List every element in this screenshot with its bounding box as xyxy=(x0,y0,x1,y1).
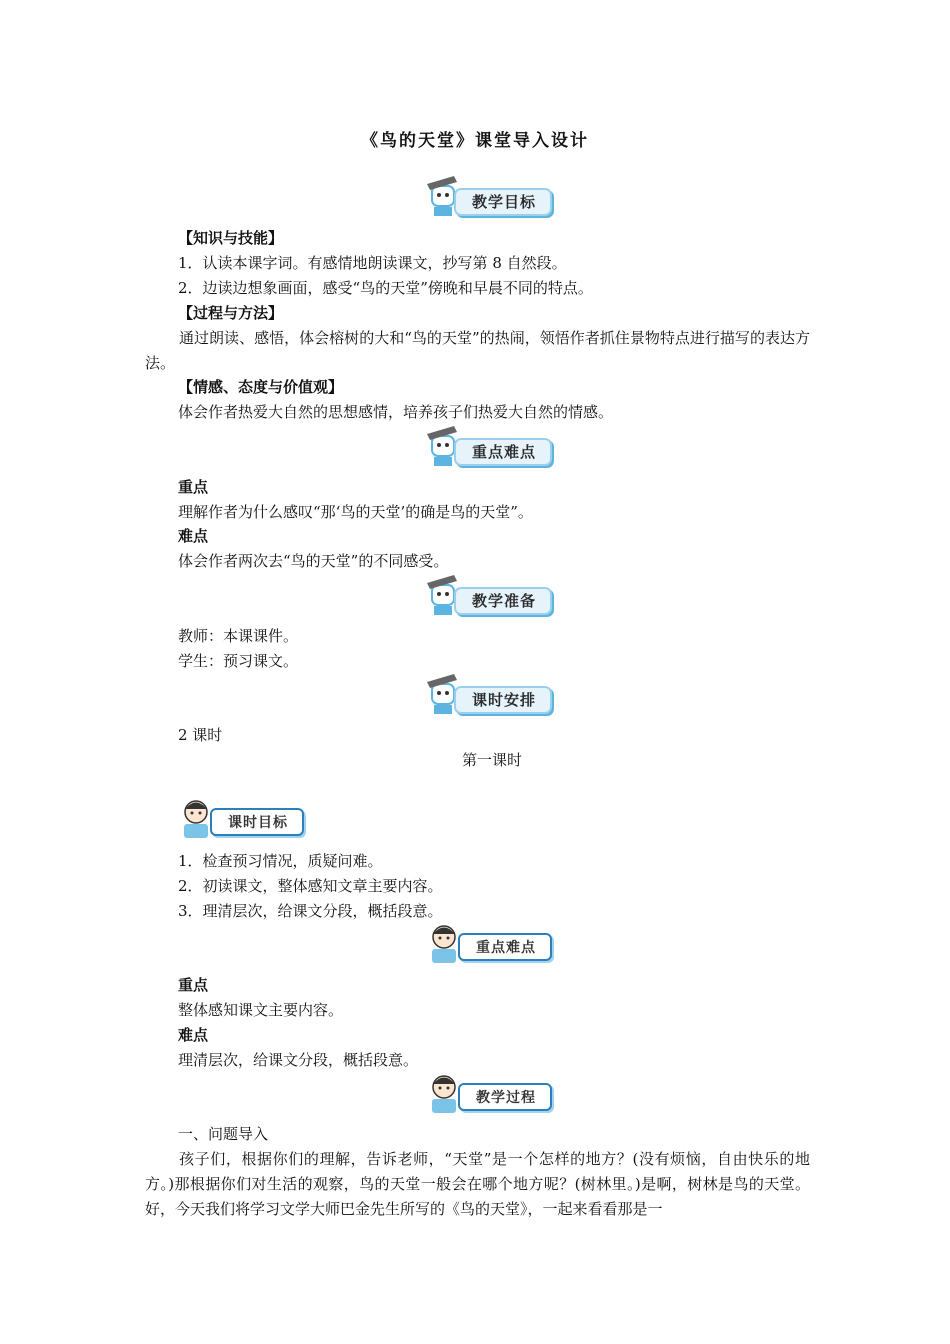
lesson-goal-3: 3．理清层次，给课文分段，概括段意。 xyxy=(178,902,443,920)
process-text: 通过朗读、感悟，体会榕树的大和“鸟的天堂”的热闹，领悟作者抓住景物特点进行描写的表达方法。 xyxy=(145,329,810,372)
section-badge-teaching-process xyxy=(424,1071,556,1117)
section-badge-lesson-goals xyxy=(176,796,308,842)
knowledge-item-1: 1．认读本课字词。有感情地朗读课文，抄写第 8 自然段。 xyxy=(178,254,567,272)
emotion-text: 体会作者热爱大自然的思想感情，培养孩子们热爱大自然的情感。 xyxy=(178,403,614,421)
lesson-goal-2: 2．初读课文，整体感知文章主要内容。 xyxy=(178,877,443,895)
lesson-key-text: 整体感知课文主要内容。 xyxy=(178,1001,344,1019)
knowledge-heading: 【知识与技能】 xyxy=(178,229,284,247)
document-title: 《鸟的天堂》课堂导入设计 xyxy=(361,131,589,151)
first-lesson-heading: 第一课时 xyxy=(461,751,522,769)
emotion-heading: 【情感、态度与价值观】 xyxy=(178,378,344,396)
lesson-difficult-text: 理清层次，给课文分段，概括段意。 xyxy=(178,1051,419,1069)
section-badge-teaching-prep xyxy=(424,573,556,619)
badge-label: 教学准备 xyxy=(471,592,536,610)
section-badge-teaching-goals xyxy=(424,174,556,220)
badge-label: 课时目标 xyxy=(228,815,288,831)
key-text: 理解作者为什么感叹“那‘鸟的天堂’的确是鸟的天堂”。 xyxy=(178,503,533,521)
lesson-difficult-label: 难点 xyxy=(178,1026,209,1044)
section-badge-key-difficult xyxy=(424,424,556,470)
badge-label: 教学目标 xyxy=(471,193,536,211)
process-heading: 【过程与方法】 xyxy=(178,304,284,322)
difficult-text: 体会作者两次去“鸟的天堂”的不同感受。 xyxy=(178,552,449,570)
schedule-hours: 2 课时 xyxy=(178,726,223,744)
section-badge-lesson-schedule xyxy=(424,672,556,718)
difficult-label: 难点 xyxy=(178,527,209,545)
badge-label: 重点难点 xyxy=(476,940,536,956)
prep-teacher: 教师：本课课件。 xyxy=(178,627,299,645)
badge-label: 课时安排 xyxy=(471,691,536,709)
lesson-goal-1: 1．检查预习情况，质疑问难。 xyxy=(178,852,383,870)
lesson-key-label: 重点 xyxy=(178,976,209,994)
prep-student: 学生：预习课文。 xyxy=(178,652,299,670)
knowledge-item-2: 2．边读边想象画面，感受“鸟的天堂”傍晚和早晨不同的特点。 xyxy=(178,279,593,297)
step1-heading: 一、问题导入 xyxy=(178,1125,269,1143)
key-label: 重点 xyxy=(178,478,209,496)
badge-label: 重点难点 xyxy=(471,443,536,461)
badge-label: 教学过程 xyxy=(476,1090,536,1106)
section-badge-key-difficult-2 xyxy=(424,921,556,967)
step1-text: 孩子们，根据你们的理解，告诉老师，“天堂”是一个怎样的地方？(没有烦恼，自由快乐的地方。)那根据你们对生活的观察，鸟的天堂一般会在哪个地方呢？(树林里。)是啊，树林是鸟的天堂。好，今天我们将学习文学大师巴金先生所写的《鸟的天堂》，一起来看看那是一 xyxy=(145,1150,810,1218)
